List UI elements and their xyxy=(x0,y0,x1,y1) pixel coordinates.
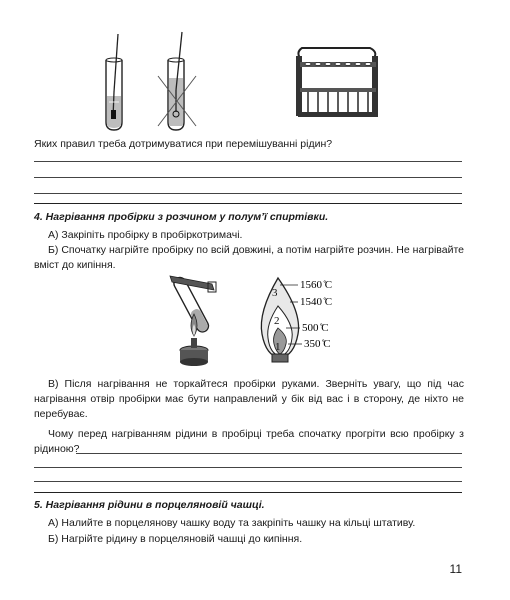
answer-line[interactable] xyxy=(34,161,462,162)
heating-test-tube-illustration xyxy=(164,270,228,368)
test-tube-incorrect xyxy=(158,32,196,130)
section-5-step-a: А) Налийте в порцелянову чашку воду та закріпіть чашку на кільці штативу. xyxy=(48,517,416,529)
answer-line[interactable] xyxy=(34,481,462,482)
section-5-step-b: Б) Нагрійте рідину в порцеляновій чашці до кипіння. xyxy=(48,533,303,545)
section-4-step-a: А) Закріпіть пробірку в пробіркотримачі. xyxy=(48,229,243,241)
zone-label: 2 xyxy=(274,315,280,327)
temperature-label: 350 ̊C xyxy=(304,338,331,350)
section-4-step-c: В) Після нагрівання не торкайтеся пробірки руками. Зверніть увагу, що під час нагрівання отвір пробірки має бути направлений у бік від вас і в сторону, де ніхто не перебуває. xyxy=(34,378,464,420)
section-5-title: 5. Нагрівання рідини в порцеляновій чашці. xyxy=(34,499,265,511)
test-tube-correct xyxy=(106,34,122,130)
answer-line[interactable] xyxy=(34,177,462,178)
answer-line[interactable] xyxy=(34,467,462,468)
mixing-illustration xyxy=(96,30,206,134)
answer-line[interactable] xyxy=(34,193,462,194)
section-4-step-b: Б) Спочатку нагрійте пробірку по всій довжині, а потім нагрійте розчин. Не нагрівайте вміст до кипіння. xyxy=(34,244,464,271)
zone-label: 3 xyxy=(272,287,278,299)
test-tube-rack-illustration xyxy=(292,42,382,122)
temperature-label: 500 ̊C xyxy=(302,322,329,334)
question-mixing: Яких правил треба дотримуватися при перемішуванні рідин? xyxy=(34,138,333,150)
temperature-label: 1540 ̊C xyxy=(300,296,333,308)
temperature-label: 1560 ̊C xyxy=(300,279,333,291)
section-divider xyxy=(34,203,462,204)
section-divider xyxy=(34,492,462,493)
zone-label: 1 xyxy=(275,341,281,353)
section-4-title: 4. Нагрівання пробірки з розчином у полум’ї спиртівки. xyxy=(34,211,329,223)
page-number: 11 xyxy=(449,562,462,576)
answer-line[interactable] xyxy=(76,453,462,454)
flame-zones-diagram xyxy=(254,272,374,364)
section-4-question-text: Чому перед нагріванням рідини в пробірці треба спочатку прогріти всю пробірку з рідиною? xyxy=(34,428,464,455)
